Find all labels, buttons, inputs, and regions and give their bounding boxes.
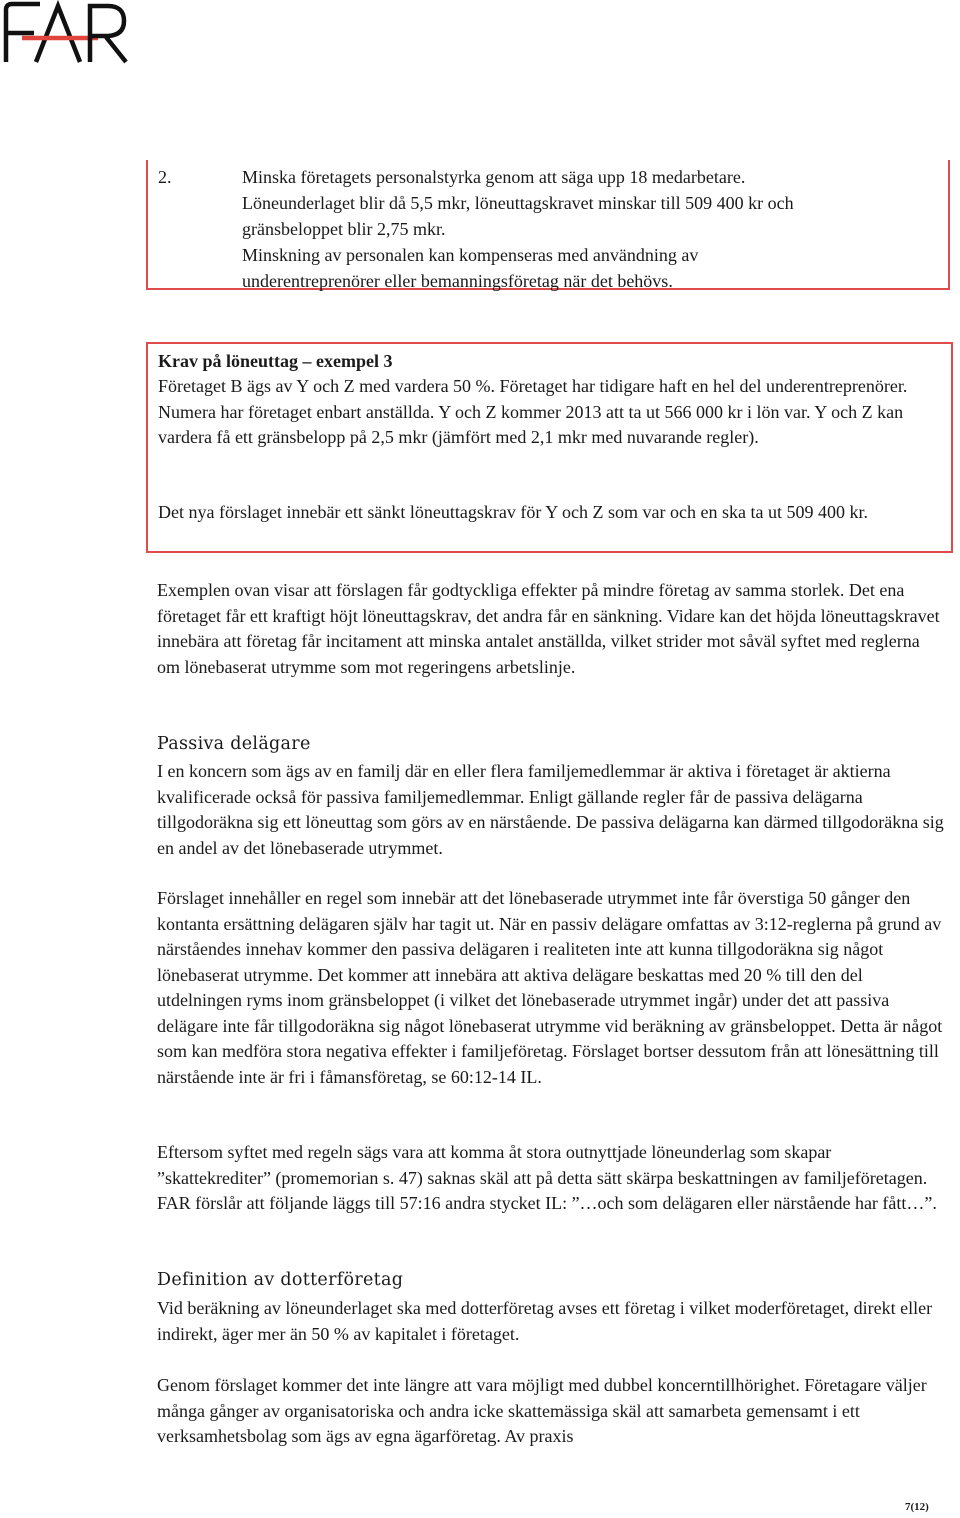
example-paragraph: Företaget B ägs av Y och Z med vardera 50 %. Företaget har tidigare haft en hel del underentreprenörer. Numera har företaget enbart anställda. Y och Z kommer 2013 att ta ut 566 000 kr i lön var. Y och Z kan vardera få ett gränsbelopp på 2,5 mkr (jämfört med 2,1 mkr med nuvarande regler). xyxy=(158,376,908,447)
list-line: gränsbeloppet blir 2,75 mkr. xyxy=(242,219,446,239)
list-number: 2. xyxy=(158,167,172,187)
list-line: Löneunderlaget blir då 5,5 mkr, löneuttagskravet minskar till 509 400 kr och xyxy=(242,193,794,213)
numbered-item-box xyxy=(146,160,950,290)
far-logo xyxy=(0,0,130,66)
far-logo-mark xyxy=(0,0,130,66)
section-heading-definition: Definition av dotterföretag xyxy=(157,1270,404,1290)
paragraph-passiva-2: Förslaget innehåller en regel som innebär att det lönebaserade utrymmet inte får överstiga 50 gånger den kontanta ersättning delägaren själv har tagit ut. När en passiv delägare omfattas av 3:12-reglerna på grund av närståendes innehav kommer den passiva delägaren i realiteten inte att kunna tillgodoräkna sig något lönebaserat utrymme. Det kommer att innebära att aktiva delägare beskattas med 20 % till den del utdelningen ryms inom gränsbeloppet (i vilket det lönebaserade utrymmet ingår) under det att passiva delägare inte får tillgodoräkna sig något lönebaserat utrymme vid beräkning av gränsbeloppet. Detta är något som kan medföra stora negativa effekter i familjeföretag. Förslaget bortser dessutom från att lönesättning till närstående inte är fri i fåmansföretag, se 60:12-14 IL. xyxy=(157,888,943,1087)
paragraph-passiva-3: Eftersom syftet med regeln sägs vara att komma åt stora outnyttjade löneunderlag som skapar ”skattekrediter” (promemorian s. 47) saknas skäl att på detta sätt skärpa beskattningen av familjeföretagen. FAR förslår att följande läggs till 57:16 andra stycket IL: ”…och som delägaren eller närstående har fått…”. xyxy=(157,1142,937,1213)
example-heading: Krav på löneuttag – exempel 3 xyxy=(158,351,393,371)
section-heading-passiva: Passiva delägare xyxy=(157,734,311,754)
paragraph-definition: Vid beräkning av löneunderlaget ska med dotterföretag avses ett företag i vilket moderföretaget, direkt eller indirekt, äger mer än 50 % av kapitalet i företaget. xyxy=(157,1298,933,1344)
list-line: Minskning av personalen kan kompenseras med användning av xyxy=(242,245,699,265)
list-line: Minska företagets personalstyrka genom att säga upp 18 medarbetare. xyxy=(242,167,746,187)
example-conclusion: Det nya förslaget innebär ett sänkt löneuttagskrav för Y och Z som var och en ska ta ut 509 400 kr. xyxy=(158,502,868,522)
list-line: underentreprenörer eller bemanningsföretag när det behövs. xyxy=(242,271,673,291)
example-box xyxy=(146,342,953,553)
paragraph-examples: Exemplen ovan visar att förslagen får godtyckliga effekter på mindre företag av samma storlek. Det ena företaget får ett kraftigt höjt löneuttagskrav, det andra får en sänkning. Vidare kan det höjda löneuttagskravet innebära att företag får incitament att minska antalet anställda, vilket strider mot såväl syftet med reglerna om lönebaserat utrymme som mot regeringens arbetslinje. xyxy=(157,580,940,677)
page-number: 7(12) xyxy=(905,1501,929,1513)
list-item-text xyxy=(242,164,794,294)
paragraph-passiva-1: I en koncern som ägs av en familj där en eller flera familjemedlemmar är aktiva i företaget är aktierna kvalificerade också för passiva familjemedlemmar. Enligt gällande regler får de passiva delägarna tillgodoräkna sig ett löneuttag som görs av en närstående. De passiva delägarna kan därmed tillgodoräkna sig en andel av det lönebaserade utrymmet. xyxy=(157,761,944,858)
paragraph-koncern: Genom förslaget kommer det inte längre att vara möjligt med dubbel koncerntillhörighet. Företagare väljer många gånger av organisatoriska och andra icke skattemässiga skäl att samarbeta gemensamt i ett verksamhetsbolag som ägs av egna ägarföretag. Av praxis xyxy=(157,1375,927,1446)
